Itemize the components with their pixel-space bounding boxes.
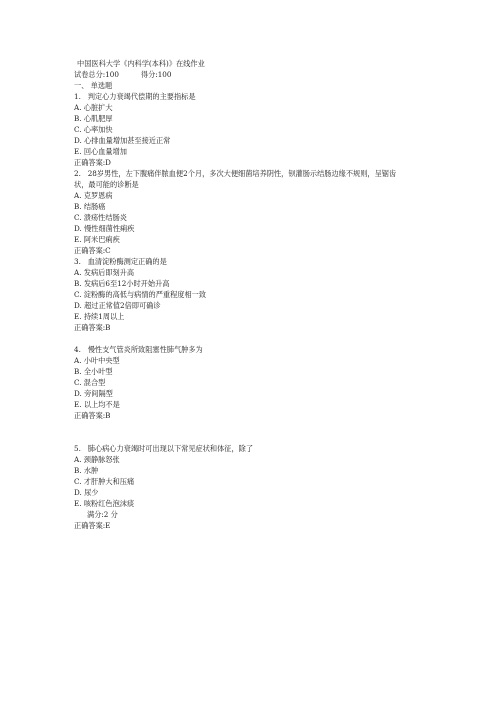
- question-2: [74, 168, 484, 256]
- question-number: 3.: [74, 257, 81, 266]
- full-score: 满分:2 分: [87, 510, 118, 519]
- correct-answer: 正确答案:B: [74, 411, 111, 420]
- question-number: 5.: [74, 444, 81, 453]
- option-b: B. 发病后6至12小时开始升高: [74, 279, 170, 288]
- question-stem: [74, 344, 484, 355]
- option-a: A. 小叶中央型: [74, 356, 120, 365]
- option-c: C. 溃疡性结肠炎: [74, 213, 127, 222]
- option-b: B. 全小叶型: [74, 367, 113, 376]
- question-stem: [74, 443, 484, 454]
- question-text: 判定心力衰竭代偿期的主要指标是: [87, 92, 196, 101]
- question-text: 血清淀粉酶测定正确的是: [87, 257, 167, 266]
- question-5: [74, 443, 484, 531]
- option-b: B. 心肌肥厚: [74, 114, 113, 123]
- question-number: 4.: [74, 345, 81, 354]
- option-d: D. 慢性细菌性痢疾: [74, 224, 135, 233]
- question-text: 28岁男性，左下腹痛伴脓血便2个月，多次大便细菌培养阴性，钡灌肠示结肠边缘不规则，呈锯齿状，最可能的诊断是: [74, 169, 397, 189]
- section-heading: 一、 单选题: [74, 81, 113, 90]
- question-number: 1.: [74, 92, 81, 101]
- option-a: A. 发病后即刻升高: [74, 268, 135, 277]
- option-e: E. 持续1周以上: [74, 312, 125, 321]
- option-e: E. 回心血量增加: [74, 147, 127, 156]
- score-obtained: 得分:100: [140, 70, 172, 79]
- question-number: 2.: [74, 169, 81, 178]
- question-stem: [74, 168, 404, 190]
- option-d: D. 尿少: [74, 488, 99, 497]
- correct-answer: 正确答案:E: [74, 521, 111, 530]
- document-title: 中国医科大学《内科学(本科)》在线作业: [77, 59, 205, 68]
- question-1: [74, 91, 484, 168]
- option-e: E. 以上均不是: [74, 400, 120, 409]
- option-d: D. 超过正常值2倍即可确诊: [74, 301, 161, 310]
- total-score: 试卷总分:100: [74, 70, 119, 79]
- option-c: C. 淀粉酶的高低与病情的严重程度相一致: [74, 290, 207, 299]
- correct-answer: 正确答案:C: [74, 246, 111, 255]
- question-stem: [74, 256, 484, 267]
- option-a: A. 心脏扩大: [74, 103, 113, 112]
- score-summary: [74, 69, 484, 80]
- option-d: D. 旁间隔型: [74, 389, 113, 398]
- option-d: D. 心排血量增加甚至接近正常: [74, 136, 171, 145]
- option-a: A. 颈静脉怒张: [74, 455, 120, 464]
- option-b: B. 水肿: [74, 466, 99, 475]
- question-text: 慢性支气管炎所致阻塞性肺气肿多为: [87, 345, 203, 354]
- option-c: C. 混合型: [74, 378, 106, 387]
- correct-answer: 正确答案:D: [74, 158, 111, 167]
- question-4: [74, 344, 484, 421]
- option-a: A. 克罗恩病: [74, 191, 113, 200]
- option-c: C. 心率加快: [74, 125, 113, 134]
- document-page: [74, 58, 484, 531]
- option-c: C. 才肝肿大和压痛: [74, 477, 135, 486]
- option-b: B. 结肠癌: [74, 202, 106, 211]
- correct-answer: 正确答案:B: [74, 323, 111, 332]
- question-3: [74, 256, 484, 333]
- option-e: E. 阿米巴痢疾: [74, 235, 120, 244]
- question-text: 肺心病心力衰竭时可出现以下常见症状和体征，除了: [87, 444, 254, 453]
- option-e: E. 咳粉红色泡沫痰: [74, 499, 135, 508]
- question-stem: [74, 91, 484, 102]
